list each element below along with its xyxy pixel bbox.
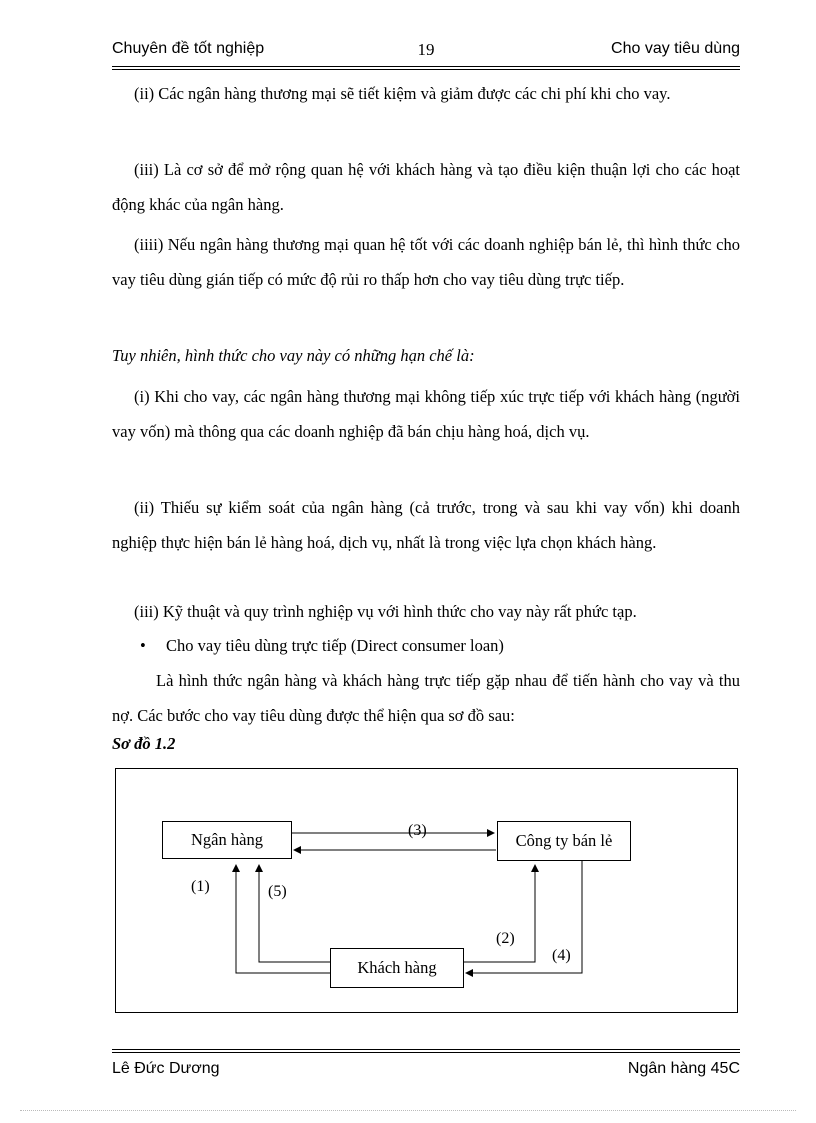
arrow-5 [259, 865, 330, 962]
footer-left: Lê Đức Dương [112, 1060, 220, 1077]
diagram-caption: Sơ đồ 1.2 [112, 734, 176, 753]
header-rule [112, 66, 740, 67]
footer-right: Ngân hàng 45C [627, 1060, 740, 1077]
header-left: Chuyên đề tốt nghiệp [112, 40, 265, 57]
header-right: Cho vay tiêu dùng [611, 40, 740, 57]
paragraph-7: (iii) Kỹ thuật và quy trình nghiệp vụ với hình thức cho vay này rất phức tạp. [134, 602, 637, 621]
header-rule-2 [112, 69, 740, 70]
page-number: 19 [417, 40, 435, 59]
footer-rule [112, 1049, 740, 1050]
paragraph-1: (ii) Các ngân hàng thương mại sẽ tiết kiệm và giảm được các chi phí khi cho vay. [134, 84, 671, 103]
paragraph-6: (ii) Thiếu sự kiểm soát của ngân hàng (cả trước, trong và sau khi vay vốn) khi doanh nghiệp thực hiện bán lẻ hàng hoá, dịch vụ, nhất là trong việc lựa chọn khách hàng. [112, 498, 740, 552]
edge-label-3: (3) [408, 822, 427, 839]
paragraph-3: (iiii) Nếu ngân hàng thương mại quan hệ tốt với các doanh nghiệp bán lẻ, thì hình thức cho vay tiêu dùng gián tiếp có mức độ rủi ro thấp hơn cho vay tiêu dùng trực tiếp. [112, 235, 740, 289]
arrow-1 [236, 865, 330, 973]
paragraph-4: Tuy nhiên, hình thức cho vay này có những hạn chế là: [112, 346, 475, 365]
paragraph-8: Là hình thức ngân hàng và khách hàng trực tiếp gặp nhau để tiến hành cho vay và thu nợ. Các bước cho vay tiêu dùng được thể hiện qua sơ đồ sau: [112, 671, 740, 725]
bullet-item [140, 628, 504, 663]
paragraph-5: (i) Khi cho vay, các ngân hàng thương mại không tiếp xúc trực tiếp với khách hàng (người vay vốn) mà thông qua các doanh nghiệp đã bán chịu hàng hoá, dịch vụ. [112, 387, 740, 441]
footer-rule-2 [112, 1052, 740, 1053]
edge-label-5: (5) [268, 883, 287, 900]
paragraph-2: (iii) Là cơ sở để mở rộng quan hệ với khách hàng và tạo điều kiện thuận lợi cho các hoạt động khác của ngân hàng. [112, 160, 740, 214]
edge-label-2: (2) [496, 930, 515, 947]
bullet-symbol: • [140, 636, 146, 655]
edge-label-4: (4) [552, 947, 571, 964]
node-bank: Ngân hàng [162, 821, 292, 859]
flow-diagram [115, 768, 738, 1013]
node-retailer: Công ty bán lẻ [497, 821, 631, 861]
bullet-text: Cho vay tiêu dùng trực tiếp (Direct consumer loan) [166, 636, 504, 655]
edge-label-1: (1) [191, 878, 210, 895]
node-customer: Khách hàng [330, 948, 464, 988]
page-bottom-edge [20, 1110, 796, 1111]
page-header [112, 40, 740, 66]
